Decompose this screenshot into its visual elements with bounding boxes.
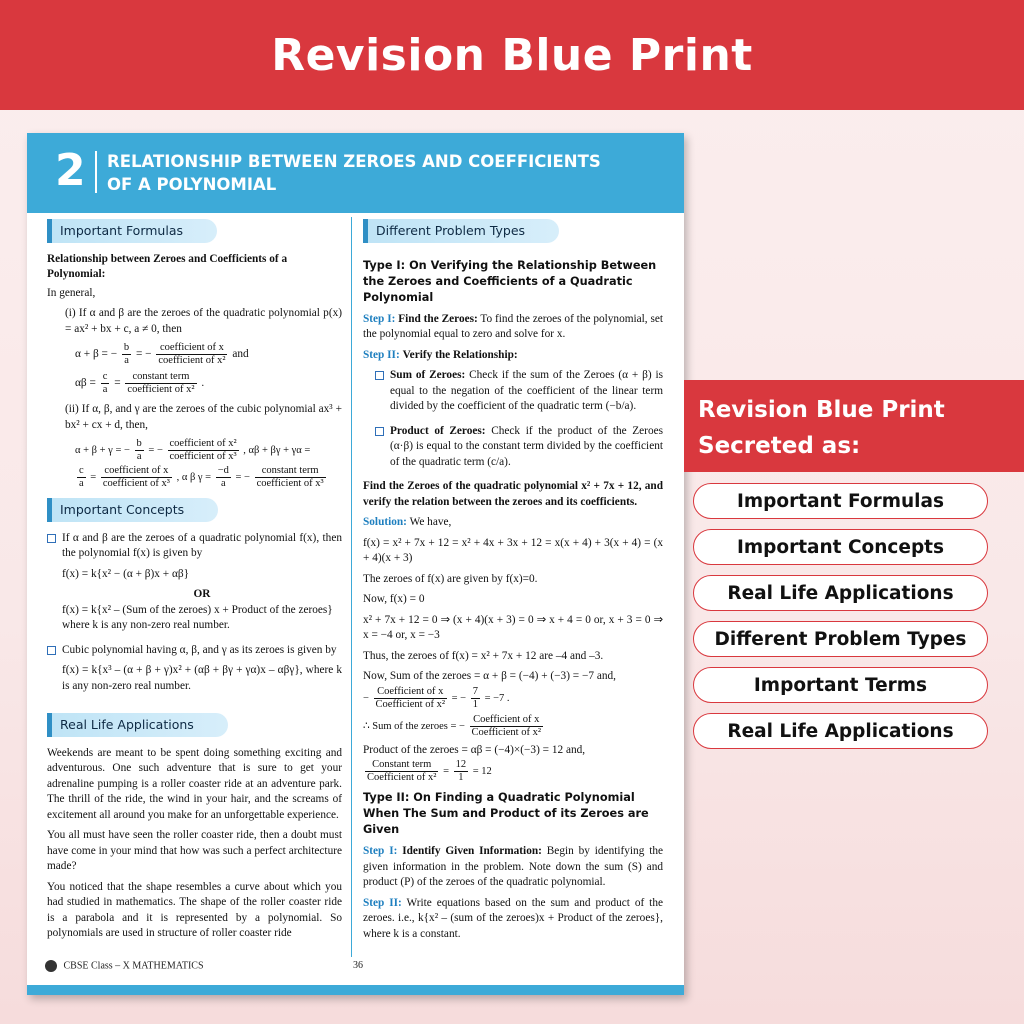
solution-intro [363, 515, 663, 531]
bullet-text: Check if the product of the Zeroes (α·β) is equal to the constant term divided by the coefficient of the quadratic term [390, 424, 663, 468]
solution-line-6: Now, Sum of the zeroes = α + β = (−4) + (−3) = −7 and, [363, 670, 616, 682]
solution-line-7 [363, 686, 663, 711]
checkbox-bullet-icon [375, 427, 384, 436]
step-label: Step I: [363, 845, 398, 857]
f2-i: = − [235, 471, 250, 483]
concept-1-text: If α and β are the zeroes of a quadratic polynomial f(x), then the polynomial f(x) is given by [62, 531, 342, 559]
formula-ii-text: (ii) If α, β, and γ are the zeroes of the cubic polynomial ax³ + bx² + cx + d, then, [65, 403, 342, 431]
example-question: Find the Zeroes of the quadratic polynomial x² + 7x + 12, and verify the relation between the zeroes and its coefficients. [363, 480, 663, 508]
frac-den: a [220, 478, 226, 489]
frac-num: b [123, 342, 130, 353]
solution-text: We have, [409, 516, 452, 528]
solution-label: Solution: [363, 516, 407, 528]
frac [216, 465, 231, 490]
frac-den: a [136, 451, 142, 462]
bullet-bold: Sum of Zeroes: [390, 369, 466, 381]
checkbox-bullet-icon [375, 371, 384, 380]
frac-den: coefficient of x³ [169, 451, 237, 462]
side-banner-line2: Secreted as: [698, 433, 861, 459]
book-page [27, 133, 684, 995]
footer-page-number: 36 [353, 960, 363, 971]
step-bold: Identify Given Information: [402, 845, 542, 857]
concept-2-text: Cubic polynomial having α, β, and γ as its zeroes is given by [62, 643, 337, 656]
f2-g: , αβ + βγ + γα = [243, 444, 311, 456]
solution-line-1: f(x) = x² + 7x + 12 = x² + 4x + 3x + 12 = x(x + 4) + 3(x + 4) = (x + 4)(x + 3) [363, 536, 663, 564]
frac-num: 12 [455, 759, 467, 770]
chapter-title-line1: RELATIONSHIP BETWEEN ZEROES AND COEFFICIENTS [107, 152, 601, 171]
solution-line-3: Now, f(x) = 0 [363, 593, 425, 605]
type1-title: Type I: On Verifying the Relationship Between the Zeroes and Coefficients of a Quadratic Polynomial [363, 258, 657, 304]
solution-line-10 [363, 759, 663, 784]
t1-step2 [363, 348, 663, 364]
formula-i-text: (i) If α and β are the zeroes of the quadratic polynomial p(x) = ax² + bx + c, a ≠ 0, then [65, 307, 342, 335]
formulas-subtitle: Relationship between Zeroes and Coefficients of a Polynomial: [47, 252, 288, 280]
frac-den: 1 [458, 772, 464, 783]
solution-line-5: Thus, the zeroes of f(x) = x² + 7x + 12 are –4 and –3. [363, 649, 604, 662]
solution-line-2: The zeroes of f(x) are given by f(x)=0. [363, 572, 538, 585]
frac-num: coefficient of x² [169, 438, 237, 449]
solution-line-9: Product of the zeroes = αβ = (−4)×(−3) = 12 and, [363, 743, 586, 756]
s8-lead: ∴ Sum of the zeroes = − [363, 720, 465, 732]
formula-ii-line2 [47, 465, 342, 490]
in-general-text: In general, [47, 286, 96, 299]
frac-den: 1 [472, 698, 478, 710]
formula-i-product [47, 371, 342, 396]
frac-num: constant term [255, 465, 326, 478]
side-banner-line1: Revision Blue Print [698, 397, 945, 423]
frac [255, 465, 326, 490]
t2-step1 [363, 844, 663, 891]
step-text: Begin by identifying the given information in the problem. Note down the sum (S) and product (P) of the zeroes of the quadratic polynomial. [363, 845, 664, 888]
top-banner [0, 0, 1024, 110]
frac-den: coefficient of x³ [256, 478, 324, 489]
frac-den: Coefficient of x² [471, 726, 541, 738]
s7-lead: − [363, 692, 369, 704]
feature-pill: Important Formulas [693, 483, 988, 519]
t1-bullet-sum [363, 368, 663, 420]
bullet-frac: (c/a). [487, 455, 511, 468]
feature-pill: Real Life Applications [693, 713, 988, 749]
frac [374, 686, 447, 711]
step-bold: Verify the Relationship: [402, 348, 518, 361]
frac-num: c [102, 371, 108, 382]
f2-c: = [90, 471, 97, 483]
frac-num: −d [217, 465, 229, 476]
type2-title: Type II: On Finding a Quadratic Polynomial When The Sum and Product of its Zeroes are Given [363, 791, 649, 836]
column-divider [351, 217, 352, 957]
frac-num: coefficient of x [101, 465, 172, 478]
frac-num: coefficient of x [156, 342, 227, 355]
concept-1-or: OR [193, 588, 211, 600]
frac-num: Coefficient of x [374, 686, 447, 699]
formula-i-sum-eq: = − [135, 348, 152, 361]
chapter-title [107, 150, 667, 196]
frac-num: constant term [125, 371, 196, 384]
frac-const [125, 371, 196, 396]
frac-den: a [79, 478, 84, 489]
frac-den: coefficient of x³ [102, 478, 170, 489]
frac-num: c [79, 465, 84, 476]
frac-den: Coefficient of x² [375, 698, 445, 710]
page-footer [45, 960, 665, 978]
feature-pill: Important Concepts [693, 529, 988, 565]
step-label: Step II: [363, 348, 400, 361]
t2-step2 [363, 896, 663, 943]
formula-i-prod-eq: = [114, 377, 121, 390]
formulas-heading: Important Formulas [47, 219, 217, 243]
frac [101, 465, 172, 490]
step-bold: Find the Zeroes: [398, 312, 478, 325]
frac-den: Coefficient of x² [367, 772, 437, 783]
frac [365, 759, 438, 784]
step-text: To find the zeroes of the polynomial, set the polynomial equal to zero and solve for x. [363, 312, 664, 340]
footer-book-title: CBSE Class – X MATHEMATICS [63, 960, 204, 972]
apps-heading: Real Life Applications [47, 713, 228, 737]
s7-end: = −7 . [484, 692, 510, 704]
concept-item-2 [47, 643, 342, 700]
side-banner [684, 380, 1024, 472]
apps-paragraph-1: Weekends are meant to be spent doing something exciting and adventurous. One such adventure that is sure to get your adrenaline pumping is a roller coaster ride at an adventure park. The thrill of the ride, the wind in your hair, and the screams of excitement all around you make for an unforgettable experience. [47, 746, 342, 821]
frac-den: coefficient of x² [158, 355, 226, 366]
concept-1-eq2: f(x) = k{x² – (Sum of the zeroes) x + Product of the zeroes} [62, 603, 333, 616]
footer-bar [27, 985, 684, 995]
frac-den: a [102, 384, 108, 395]
step-text: Write equations based on the sum and product of the zeroes. i.e., k{x² – (sum of the zeroes)x + Product of the zeroes}, where k is a constant. [363, 896, 663, 940]
frac [168, 438, 239, 463]
chapter-title-line2: OF A POLYNOMIAL [107, 175, 277, 194]
frac [135, 438, 144, 463]
frac-num: b [136, 438, 142, 449]
bullet-bold: Product of Zeroes: [390, 424, 486, 437]
solution-line-8 [363, 714, 663, 739]
s7-mid: = − [451, 692, 467, 704]
checkbox-bullet-icon [47, 646, 56, 655]
feature-pill: Different Problem Types [693, 621, 988, 657]
frac [470, 714, 543, 739]
t1-step1 [363, 312, 663, 343]
frac-c-a [101, 371, 110, 396]
side-feature-list [693, 483, 988, 759]
formula-i-sum [47, 342, 342, 367]
t1-bullet-product [363, 424, 663, 476]
chapter-number: 2 [55, 145, 86, 196]
frac [471, 686, 480, 711]
f2-f: , α β γ = [176, 471, 212, 483]
f2-a: α + β + γ = − [75, 444, 130, 456]
frac [77, 465, 86, 490]
formula-i-prod-lhs: αβ = [75, 377, 96, 390]
frac [454, 759, 469, 784]
publisher-logo-icon [45, 960, 57, 972]
chapter-divider [95, 151, 97, 193]
frac-den: coefficient of x² [127, 384, 195, 395]
formula-i-and: and [232, 348, 249, 361]
step-label: Step I: [363, 312, 396, 325]
formula-i-sum-lhs: α + β = − [75, 348, 118, 361]
types-heading: Different Problem Types [363, 219, 559, 243]
s10-end: = 12 [472, 765, 492, 777]
concept-item-1 [47, 531, 342, 639]
checkbox-bullet-icon [47, 534, 56, 543]
frac-num: Coefficient of x [470, 714, 543, 727]
formula-i-dot: . [201, 377, 205, 390]
frac-b-a [122, 342, 131, 367]
apps-paragraph-2: You all must have seen the roller coaster ride, then a doubt must have come in your mind that how was such a perfect architecture made? [47, 829, 342, 872]
f2-d: = − [148, 444, 163, 456]
bullet-text: Check if the sum of the Zeroes (α + β) is equal to the negation of the coefficient of the linear term divided by the coefficient of the quadratic term [390, 369, 664, 412]
frac-den: a [124, 355, 129, 366]
apps-paragraph-3: You noticed that the shape resembles a curve about which you had studied in mathematics. The shape of the roller coaster ride is a parabola and it is represented by a polynomial. So polynomials are used in structure of roller coaster ride [47, 880, 342, 939]
banner-title: Revision Blue Print [271, 29, 753, 81]
feature-pill: Real Life Applications [693, 575, 988, 611]
concept-1-note: where k is any non-zero real number. [62, 619, 230, 631]
s10-mid: = [443, 765, 449, 777]
frac-num: Constant term [365, 759, 438, 772]
concept-2-eq: f(x) = k{x³ – (α + β + γ)x² + (αβ + βγ + γα)x – αβγ}, where k is any non-zero real number. [62, 664, 342, 692]
frac-coef [156, 342, 227, 367]
left-column [47, 219, 342, 947]
chapter-header [27, 133, 684, 213]
solution-line-4: x² + 7x + 12 = 0 ⇒ (x + 4)(x + 3) = 0 ⇒ x + 4 = 0 or, x + 3 = 0 ⇒ x = −4 or, x = −3 [363, 613, 663, 641]
feature-pill: Important Terms [693, 667, 988, 703]
concepts-heading: Important Concepts [47, 498, 218, 522]
formula-ii-line1 [47, 438, 342, 463]
frac-num: 7 [472, 685, 478, 697]
right-column [363, 219, 663, 947]
concept-1-eq1: f(x) = k{x² − (α + β)x + αβ} [62, 567, 190, 580]
bullet-frac: (−b/a). [605, 400, 637, 412]
step-label: Step II: [363, 896, 402, 909]
